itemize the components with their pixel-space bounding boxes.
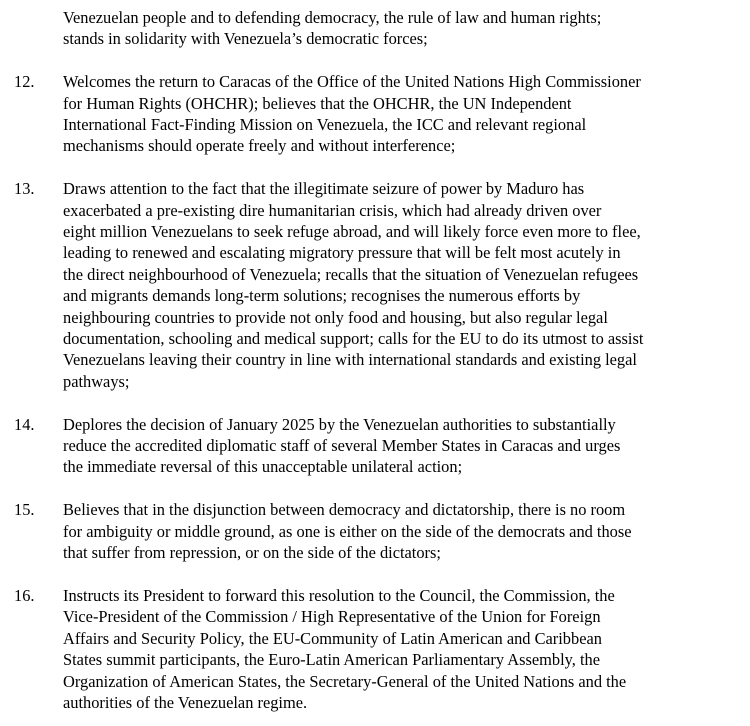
resolution-paragraph <box>14 178 740 392</box>
paragraph-text <box>63 71 740 157</box>
text-line: mechanisms should operate freely and without interference; <box>63 136 456 156</box>
text-line: Instructs its President to forward this resolution to the Council, the Commission, the <box>63 585 615 605</box>
text-line: Welcomes the return to Caracas of the Office of the United Nations High Commissioner <box>63 72 641 92</box>
text-line: reduce the accredited diplomatic staff of several Member States in Caracas and urges <box>63 436 621 456</box>
resolution-paragraph <box>14 7 740 50</box>
document-body <box>14 7 740 713</box>
paragraph-number: 14. <box>14 414 35 434</box>
text-line: authorities of the Venezuelan regime. <box>63 692 308 712</box>
text-line: for Human Rights (OHCHR); believes that the OHCHR, the UN Independent <box>63 93 572 113</box>
text-line: and migrants demands long-term solutions; recognises the numerous efforts by <box>63 286 581 306</box>
text-line: Venezuelan people and to defending democracy, the rule of law and human rights; <box>63 8 602 27</box>
resolution-paragraph <box>14 71 740 157</box>
paragraph-text <box>63 414 740 478</box>
text-line: eight million Venezuelans to seek refuge abroad, and will likely force even more to flee, <box>63 222 641 242</box>
text-line: neighbouring countries to provide not only food and housing, but also regular legal <box>63 307 608 327</box>
text-line: for ambiguity or middle ground, as one is either on the side of the democrats and those <box>63 521 632 541</box>
text-line: documentation, schooling and medical support; calls for the EU to do its utmost to assist <box>63 329 644 349</box>
paragraph-text <box>63 585 740 713</box>
text-line: Believes that in the disjunction between democracy and dictatorship, there is no room <box>63 500 626 520</box>
text-line: Venezuelans leaving their country in line with international standards and existing legal <box>63 350 637 370</box>
text-line: the direct neighbourhood of Venezuela; recalls that the situation of Venezuelan refugees <box>63 264 639 284</box>
paragraph-text <box>63 499 740 563</box>
text-line: exacerbated a pre-existing dire humanitarian crisis, which had already driven over <box>63 200 602 220</box>
text-line: Organization of American States, the Secretary-General of the United Nations and the <box>63 671 627 691</box>
text-line: States summit participants, the Euro-Latin American Parliamentary Assembly, the <box>63 650 600 670</box>
text-line: Affairs and Security Policy, the EU-Community of Latin American and Caribbean <box>63 628 602 648</box>
text-line: stands in solidarity with Venezuela’s democratic forces; <box>63 29 428 49</box>
text-line: International Fact-Finding Mission on Venezuela, the ICC and relevant regional <box>63 115 587 135</box>
resolution-paragraph <box>14 414 740 478</box>
text-line: the immediate reversal of this unacceptable unilateral action; <box>63 457 463 477</box>
paragraph-number <box>14 7 63 50</box>
resolution-paragraph <box>14 499 740 563</box>
paragraph-number: 13. <box>14 179 35 199</box>
paragraph-number: 12. <box>14 72 35 92</box>
text-line: Deplores the decision of January 2025 by the Venezuelan authorities to substantially <box>63 414 616 434</box>
text-line: Draws attention to the fact that the illegitimate seizure of power by Maduro has <box>63 179 585 199</box>
paragraph-text <box>63 7 740 50</box>
text-line: pathways; <box>63 371 130 391</box>
paragraph-text <box>63 178 740 392</box>
text-line: Vice-President of the Commission / High Representative of the Union for Foreign <box>63 607 601 627</box>
text-line: that suffer from repression, or on the side of the dictators; <box>63 543 441 563</box>
resolution-paragraph <box>14 585 740 713</box>
text-line: leading to renewed and escalating migratory pressure that will be felt most acutely in <box>63 243 621 263</box>
paragraph-number: 16. <box>14 585 35 605</box>
paragraph-number: 15. <box>14 500 35 520</box>
